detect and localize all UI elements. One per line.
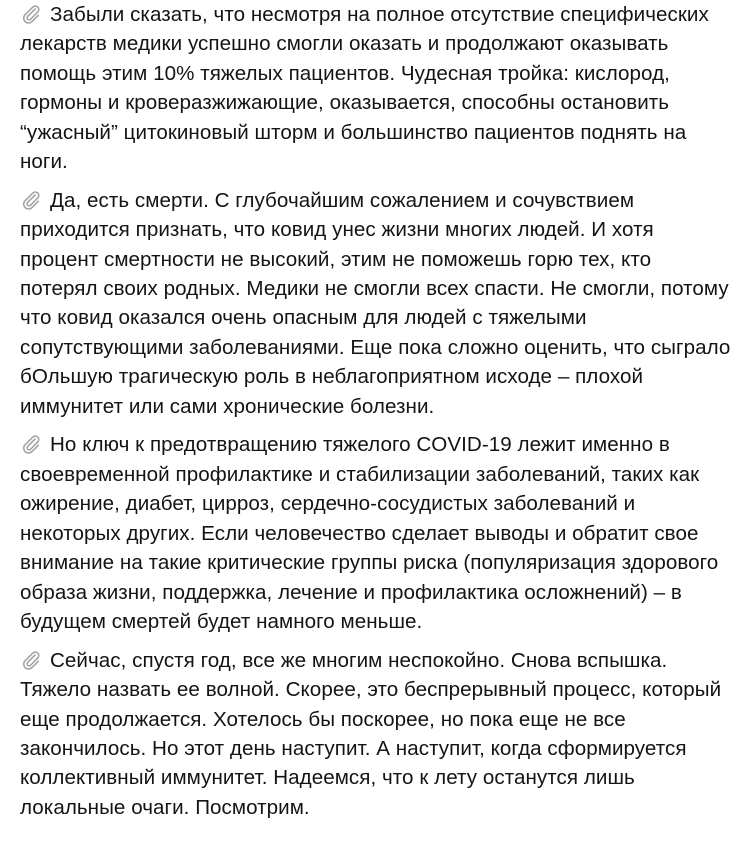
paragraph-2 (20, 186, 734, 421)
paragraph-3-text: Но ключ к предотвращению тяжелого COVID-19 лежит именно в своевременной профилактике и стабилизации заболеваний, таких как ожирение, диабет, цирроз, сердечно-сосудистых заболеваний и некоторых других. Если человечество сделает выводы и обратит свое внимание на такие критические группы риска (популяризация здорового образа жизни, поддержка, лечение и профилактика осложнений) – в будущем смертей будет намного меньше. (20, 433, 719, 633)
paperclip-icon (20, 3, 42, 25)
paragraph-1-text: Забыли сказать, что несмотря на полное отсутствие специфических лекарств медики успешно смогли оказать и продолжают оказывать помощь этим 10% тяжелых пациентов. Чудесная тройка: кислород, гормоны и кроверазжижающие, оказывается, способны остановить “ужасный” цитокиновый шторм и большинство пациентов поднять на ноги. (20, 3, 709, 174)
paragraph-4-text: Сейчас, спустя год, все же многим неспокойно. Снова вспышка. Тяжело назвать ее волной. Скорее, это беспрерывный процесс, который еще продолжается. Хотелось бы поскорее, но пока еще не все закончилось. Но этот день наступит. А наступит, когда сформируется коллективный иммунитет. Надеемся, что к лету останутся лишь локальные очаги. Посмотрим. (20, 648, 722, 819)
paragraph-2-text: Да, есть смерти. С глубочайшим сожалением и сочувствием приходится признать, что ковид унес жизни многих людей. И хотя процент смертности не высокий, этим не поможешь горю тех, кто потерял своих родных. Медики не смогли всех спасти. Не смогли, потому что ковид оказался очень опасным для людей с тяжелыми сопутствующими заболеваниями. Еще пока сложно оценить, что сыграло бОльшую трагическую роль в неблагоприятном исходе – плохой иммунитет или сами хронические болезни. (20, 188, 731, 418)
paragraph-3 (20, 430, 734, 636)
paperclip-icon (20, 433, 42, 455)
paragraph-4 (20, 646, 734, 822)
paperclip-icon (20, 649, 42, 671)
paperclip-icon (20, 189, 42, 211)
paragraph-1 (20, 0, 734, 176)
